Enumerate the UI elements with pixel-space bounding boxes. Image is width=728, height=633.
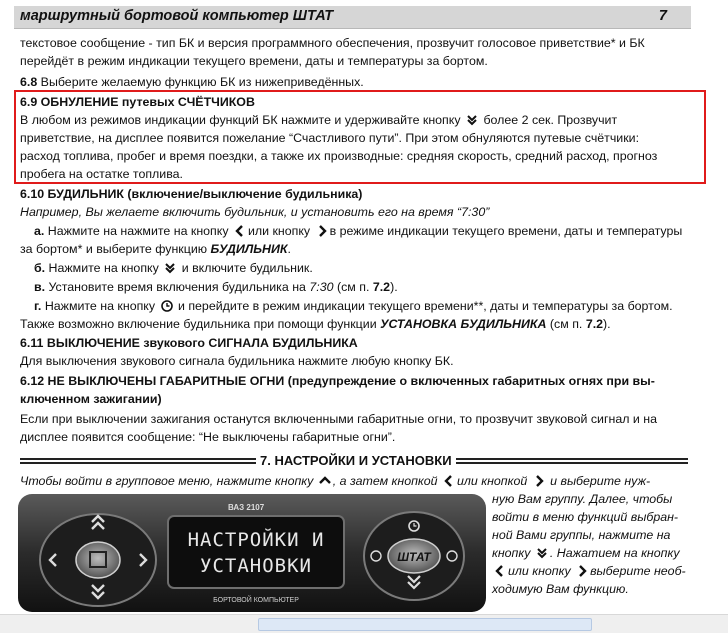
step-a-text-5: .: [287, 242, 291, 256]
also-text-3: ).: [603, 317, 611, 331]
s7-text-4: и выберите нуж-: [550, 474, 651, 488]
section-6-9-line-1: [20, 111, 617, 129]
clock-icon: [161, 300, 173, 312]
s7-right-3: ной Вами группы, нажмите на: [492, 528, 671, 542]
section-6-11-heading: [20, 334, 358, 352]
menu-button: [76, 542, 120, 578]
step-a-text-3: в режиме индикации текущего времени, даты и температуры: [329, 224, 683, 238]
chevron-right-icon: [533, 475, 545, 487]
step-a-line-1: [34, 222, 682, 240]
chevron-double-down-icon: [536, 547, 548, 559]
s7-text-2: , а затем кнопкой: [332, 474, 438, 488]
chevron-right-icon: [576, 565, 588, 577]
section-6-9-line-2: приветствие, на дисплее появится пожелание “Счастливого пути”. При этом обнуляются путевые счётчики:: [20, 131, 640, 145]
step-a-line-2: [20, 240, 291, 258]
step-d: [34, 297, 673, 315]
chevron-left-icon: [494, 565, 506, 577]
device-caption: БОРТОВОЙ КОМПЬЮТЕР: [213, 597, 299, 604]
s7-right-4b: . Нажатием на кнопку: [549, 546, 680, 560]
step-d-text-2: и перейдите в режим индикации текущего времени**, даты и температуры за бортом.: [177, 299, 673, 313]
step-c-text-1: Установите время включения будильника на: [45, 280, 310, 294]
step-d-letter: г.: [34, 299, 42, 313]
intro-line-1: текстовое сообщение - тип БК и версия программного обеспечения, прозвучит голосовое приветствие* и БК: [20, 36, 645, 50]
step-c: [34, 278, 398, 296]
section-6-8: [20, 73, 364, 91]
section-7-paragraph-line-1: [20, 472, 650, 490]
section-6-8-text: Выберите желаемую функцию БК из нижеприведённых.: [37, 75, 364, 89]
chevron-left-icon: [234, 225, 246, 237]
s7-right-1: ную Вам группу. Далее, чтобы: [492, 492, 673, 506]
step-c-ref: 7.2: [372, 280, 391, 294]
step-d-text-1: Нажмите на кнопку: [41, 299, 156, 313]
section-6-12-text-1: Если при выключении зажигания останутся включенными габаритные огни, то прозвучит звуковой сигнал и на: [20, 412, 657, 426]
chevron-double-down-icon: [466, 114, 478, 126]
section-7-bar: [20, 452, 688, 472]
section-6-10-heading-rest: (включение/выключение будильника): [123, 187, 363, 201]
section-6-10-example: [20, 203, 489, 221]
section-6-11-heading-rest: звукового: [139, 336, 209, 350]
chevron-up-icon: [319, 475, 331, 487]
display-line-2: УСТАНОВКИ: [200, 555, 312, 577]
chevron-right-icon: [316, 225, 328, 237]
function-name-alarm: БУДИЛЬНИК: [210, 242, 288, 256]
section-6-8-number: 6.8: [20, 75, 38, 89]
device-model: ВАЗ 2107: [228, 503, 265, 512]
step-b-letter: б.: [34, 261, 46, 275]
function-name-set-alarm: УСТАНОВКА БУДИЛЬНИКА: [380, 317, 547, 331]
step-b-text-1: Нажмите на кнопку: [45, 261, 159, 275]
section-6-9-line-4: пробега на остатке топлива.: [20, 167, 183, 181]
chevron-double-down-icon: [164, 262, 176, 274]
section-6-9-line-3: расход топлива, пробег и время поездки, а также их производные: средняя скорость, средний расход, прогноз: [20, 149, 658, 163]
step-c-time: 7:30: [309, 280, 334, 294]
section-6-12-text-2: дисплее появится сообщение: “Не выключены габаритные огни”.: [20, 430, 396, 444]
section-6-10-heading-bold: 6.10 БУДИЛЬНИК: [20, 187, 124, 201]
step-c-text-2: (см п.: [333, 280, 373, 294]
section-6-11-heading-bold: 6.11 ВЫКЛЮЧЕНИЕ: [20, 336, 140, 350]
section-7-heading: 7. НАСТРОЙКИ И УСТАНОВКИ: [256, 453, 456, 468]
device-display: [168, 516, 344, 588]
step-c-letter: в.: [34, 280, 46, 294]
device-logo: ШТАТ: [397, 550, 431, 564]
also-ref: 7.2: [585, 317, 604, 331]
header-title: маршрутный бортовой компьютер ШТАТ: [20, 8, 334, 24]
s7-right-5a: или кнопку: [508, 564, 571, 578]
s7-right-4a: кнопку: [492, 546, 531, 560]
section-6-11-text: Для выключения звукового сигнала будильника нажмите любую кнопку БК.: [20, 354, 454, 368]
section-6-12-heading-1: 6.12 НЕ ВЫКЛЮЧЕНЫ ГАБАРИТНЫЕ ОГНИ (предупреждение о включенных габаритных огнях при вы-: [20, 374, 655, 388]
also-text-2: (см п.: [546, 317, 586, 331]
step-a-text-1: Нажмите на нажмите на кнопку: [44, 224, 229, 238]
also-line: [20, 315, 611, 333]
step-c-text-3: ).: [390, 280, 398, 294]
s7-right-4: [492, 544, 680, 562]
s7-right-6: ходимую Вам функцию.: [492, 582, 629, 596]
horizontal-scrollbar[interactable]: [0, 614, 728, 633]
page-number: 7: [658, 8, 667, 24]
page-header: [14, 6, 691, 29]
step-b-text-2: и включите будильник.: [181, 261, 313, 275]
s7-right-2: войти в меню функций выбран-: [492, 510, 679, 524]
section-6-9-line-1b: более 2 сек. Прозвучит: [483, 113, 618, 127]
s7-right-5: [492, 562, 686, 580]
s7-right-5b: выберите необ-: [590, 564, 686, 578]
step-a-text-4: за бортом* и выберите функцию: [20, 242, 211, 256]
chevron-left-icon: [443, 475, 455, 487]
intro-line-2: перейдёт в режим индикации текущего времени, даты и температуры за бортом.: [20, 54, 488, 68]
step-a-text-2: или кнопку: [247, 224, 311, 238]
device-photo: [18, 494, 486, 612]
step-b: [34, 259, 313, 277]
section-6-11-heading-bold-2: СИГНАЛА БУДИЛЬНИКА: [208, 336, 358, 350]
example-time: “7:30”: [456, 205, 490, 219]
s7-text-3: или кнопкой: [457, 474, 528, 488]
section-6-9-heading: 6.9 ОБНУЛЕНИЕ путевых СЧЁТЧИКОВ: [20, 95, 255, 109]
section-6-12-heading-2: ключенном зажигании): [20, 392, 162, 406]
display-line-1: НАСТРОЙКИ И: [187, 529, 325, 551]
section-6-9-line-1a: В любом из режимов индикации функций БК нажмите и удерживайте кнопку: [20, 113, 461, 127]
also-text-1: Также возможно включение будильника при помощи функции: [20, 317, 381, 331]
step-a-letter: а.: [34, 224, 45, 238]
example-text: Например, Вы желаете включить будильник, и установить его на время: [20, 205, 457, 219]
section-6-10-heading: [20, 185, 362, 203]
scrollbar-thumb[interactable]: [258, 618, 592, 631]
s7-text-1: Чтобы войти в групповое меню, нажмите кнопку: [20, 474, 314, 488]
